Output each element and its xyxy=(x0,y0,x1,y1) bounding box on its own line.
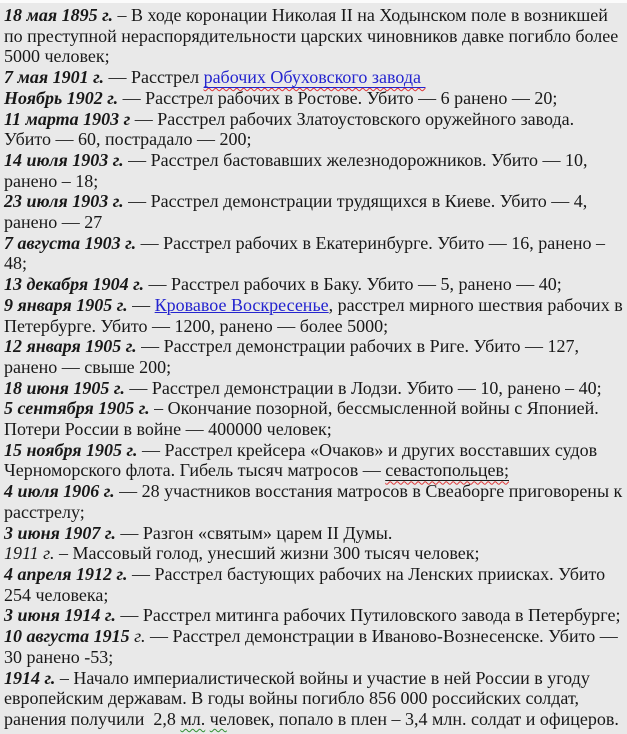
event-text: Расстрел xyxy=(131,67,204,88)
event-entry: 18 мая 1895 г. – В ходе коронации Николая II на Ходынском поле в возникшей по преступной нераспорядительности царских чиновников давке погибло более 5000 человек; xyxy=(4,5,619,67)
event-text: че xyxy=(209,708,227,729)
event-text: Расстрел бастующих рабочих на Ленских приисках. Убито 254 человека; xyxy=(4,563,606,605)
event-text: Начало империалистической войны и участие в ней России в угоду европейским державам. В годы войны погибло 856 000 российских солдат, ранения получили 2,8 xyxy=(4,667,590,729)
event-date: 12 января 1905 г. xyxy=(4,336,137,357)
event-date: Ноябрь 1902 г. xyxy=(4,87,119,108)
spellcheck-underline xyxy=(204,67,426,87)
event-entry: 13 декабря 1904 г. — Расстрел рабочих в Баку. Убито — 5, ранено — 40; xyxy=(4,274,562,295)
event-date: 1911 г. xyxy=(4,543,55,564)
event-date-suffix: г. xyxy=(129,626,146,647)
event-text: Расстрел рабочих в Баку. Убито — 5, ранено — 40; xyxy=(171,274,562,295)
event-date: 7 мая 1901 г. xyxy=(4,67,105,88)
event-date: 5 сентября 1905 г. xyxy=(4,398,150,419)
event-entry: 7 мая 1901 г. — Расстрел рабочих Обуховского завода xyxy=(4,67,426,88)
event-text: Расстрел бастовавших железнодорожников. Убито — 10, ранено – 18; xyxy=(4,149,588,191)
event-link[interactable]: рабочих Обуховского завода xyxy=(203,67,426,88)
event-date: 3 июня 1914 г. xyxy=(4,605,116,626)
event-entry: 3 июня 1907 г. — Разгон «святым» царем II Думы. xyxy=(4,522,393,543)
event-date: 9 января 1905 г. xyxy=(4,294,128,315)
event-entry: 23 июля 1903 г. — Расстрел демонстрации трудящихся в Киеве. Убито — 4, ранено — 27 xyxy=(4,191,588,233)
event-text: Разгон «святым» царем II Думы. xyxy=(142,522,393,543)
event-entry: 11 марта 1903 г — Расстрел рабочих Златоустовского оружейного завода. Убито — 60, пострадало — 200; xyxy=(4,108,575,150)
event-entry: 14 июля 1903 г. — Расстрел бастовавших железнодорожников. Убито — 10, ранено – 18; xyxy=(4,149,588,191)
event-text: Расстрел рабочих в Ростове. Убито — 6 ранено — 20; xyxy=(145,87,558,108)
event-date: 3 июня 1907 г. xyxy=(4,522,116,543)
event-date: 4 апреля 1912 г. xyxy=(4,563,128,584)
event-text: Расстрел рабочих в Екатеринбурге. Убито — 16, ранено – 48; xyxy=(4,232,605,274)
event-text: ловек, попало в плен – 3,4 млн. солдат и офицеров. xyxy=(226,708,619,729)
event-text: Расстрел демонстрации в Лодзи. Убито — 10, ранено – 40; xyxy=(151,377,602,398)
event-text: Расстрел крейсера «Очаков» и других восставших судов Черноморского флота. Гибель тысяч матросов — xyxy=(4,439,598,481)
event-date: 23 июля 1903 г. xyxy=(4,191,124,212)
event-date: 1914 г. xyxy=(4,667,56,688)
event-entry: Ноябрь 1902 г. — Расстрел рабочих в Ростове. Убито — 6 ранено — 20; xyxy=(4,87,558,108)
event-entry: 1914 г. – Начало империалистической войны и участие в ней России в угоду европейским державам. В годы войны погибло 856 000 российских солдат, ранения получили 2,8 мл. человек, попало в плен – 3,4 млн. солдат и офицеров. xyxy=(4,667,619,729)
event-entry: 9 января 1905 г. — Кровавое Воскресенье, расстрел мирного шествия рабочих в Петербурге. Убито — 1200, ранено — более 5000; xyxy=(4,294,623,336)
grammar-underline xyxy=(180,709,205,729)
event-text: мл. xyxy=(180,708,206,729)
event-text: 28 участников восстания матросов в Свеаборге приговорены к расстрелу; xyxy=(4,481,623,522)
event-entry: 15 ноября 1905 г. — Расстрел крейсера «Очаков» и других восставших судов Черноморского флота. Гибель тысяч матросов — севастопольцев; xyxy=(4,439,598,481)
event-entry: 7 августа 1903 г. — Расстрел рабочих в Екатеринбурге. Убито — 16, ранено – 48; xyxy=(4,232,605,274)
event-list xyxy=(4,5,624,730)
event-text: Расстрел рабочих Златоустовского оружейного завода. Убито — 60, пострадало — 200; xyxy=(4,108,575,150)
event-text: Расстрел демонстрации в Иваново-Вознесенске. Убито — 30 ранено -53; xyxy=(4,626,618,667)
event-entry: 4 апреля 1912 г. — Расстрел бастующих рабочих на Ленских приисках. Убито 254 человека; xyxy=(4,563,606,605)
event-text: Расстрел демонстрации рабочих в Риге. Убито — 127, ранено — свыше 200; xyxy=(4,336,579,377)
event-date: 13 декабря 1904 г. xyxy=(4,274,145,295)
event-date: 14 июля 1903 г. xyxy=(4,149,124,170)
event-entry: 1911 г. – Массовый голод, унесший жизни 300 тысяч человек; xyxy=(4,543,480,564)
event-text: севастопольцев; xyxy=(385,460,509,481)
event-date: 15 ноября 1905 г. xyxy=(4,439,138,460)
event-entry: 4 июля 1906 г. — 28 участников восстания матросов в Свеаборге приговорены к расстрелу; xyxy=(4,481,623,522)
event-text: В ходе коронации Николая II на Ходынском поле в возникшей по преступной нераспорядительности царских чиновников давке погибло более 5000 человек; xyxy=(4,5,619,67)
event-entry: 12 января 1905 г. — Расстрел демонстрации рабочих в Риге. Убито — 127, ранено — свыше 200; xyxy=(4,336,579,377)
event-date: 18 июня 1905 г. xyxy=(4,377,125,398)
event-date: 11 марта 1903 г xyxy=(4,108,131,129)
event-date: 4 июля 1906 г. xyxy=(4,481,115,502)
spellcheck-underline xyxy=(385,460,509,480)
event-entry: 10 августа 1915 г. — Расстрел демонстрации в Иваново-Вознесенске. Убито — 30 ранено -53; xyxy=(4,626,618,667)
event-entry: 5 сентября 1905 г. – Окончание позорной, бессмысленной войны с Японией. Потери России в войне — 400000 человек; xyxy=(4,398,599,440)
event-text: Массовый голод, унесший жизни 300 тысяч человек; xyxy=(72,543,480,564)
event-date: 10 августа 1915 xyxy=(4,626,130,647)
event-link[interactable]: Кровавое Воскресенье xyxy=(154,294,329,315)
grammar-underline xyxy=(210,709,227,729)
event-entry: 3 июня 1914 г. — Расстрел митинга рабочих Путиловского завода в Петербурге; xyxy=(4,605,621,626)
event-text: Расстрел демонстрации трудящихся в Киеве. Убито — 4, ранено — 27 xyxy=(4,191,588,233)
event-date: 18 мая 1895 г. xyxy=(4,5,114,25)
event-date: 7 августа 1903 г. xyxy=(4,232,137,253)
event-text: , расстрел мирного шествия рабочих в Петербурге. Убито — 1200, ранено — более 5000; xyxy=(4,294,623,336)
event-text: Окончание позорной, бессмысленной войны с Японией. Потери России в войне — 400000 человек; xyxy=(4,398,599,440)
event-entry: 18 июня 1905 г. — Расстрел демонстрации в Лодзи. Убито — 10, ранено – 40; xyxy=(4,377,602,398)
event-text: Расстрел митинга рабочих Путиловского завода в Петербурге; xyxy=(142,605,621,626)
